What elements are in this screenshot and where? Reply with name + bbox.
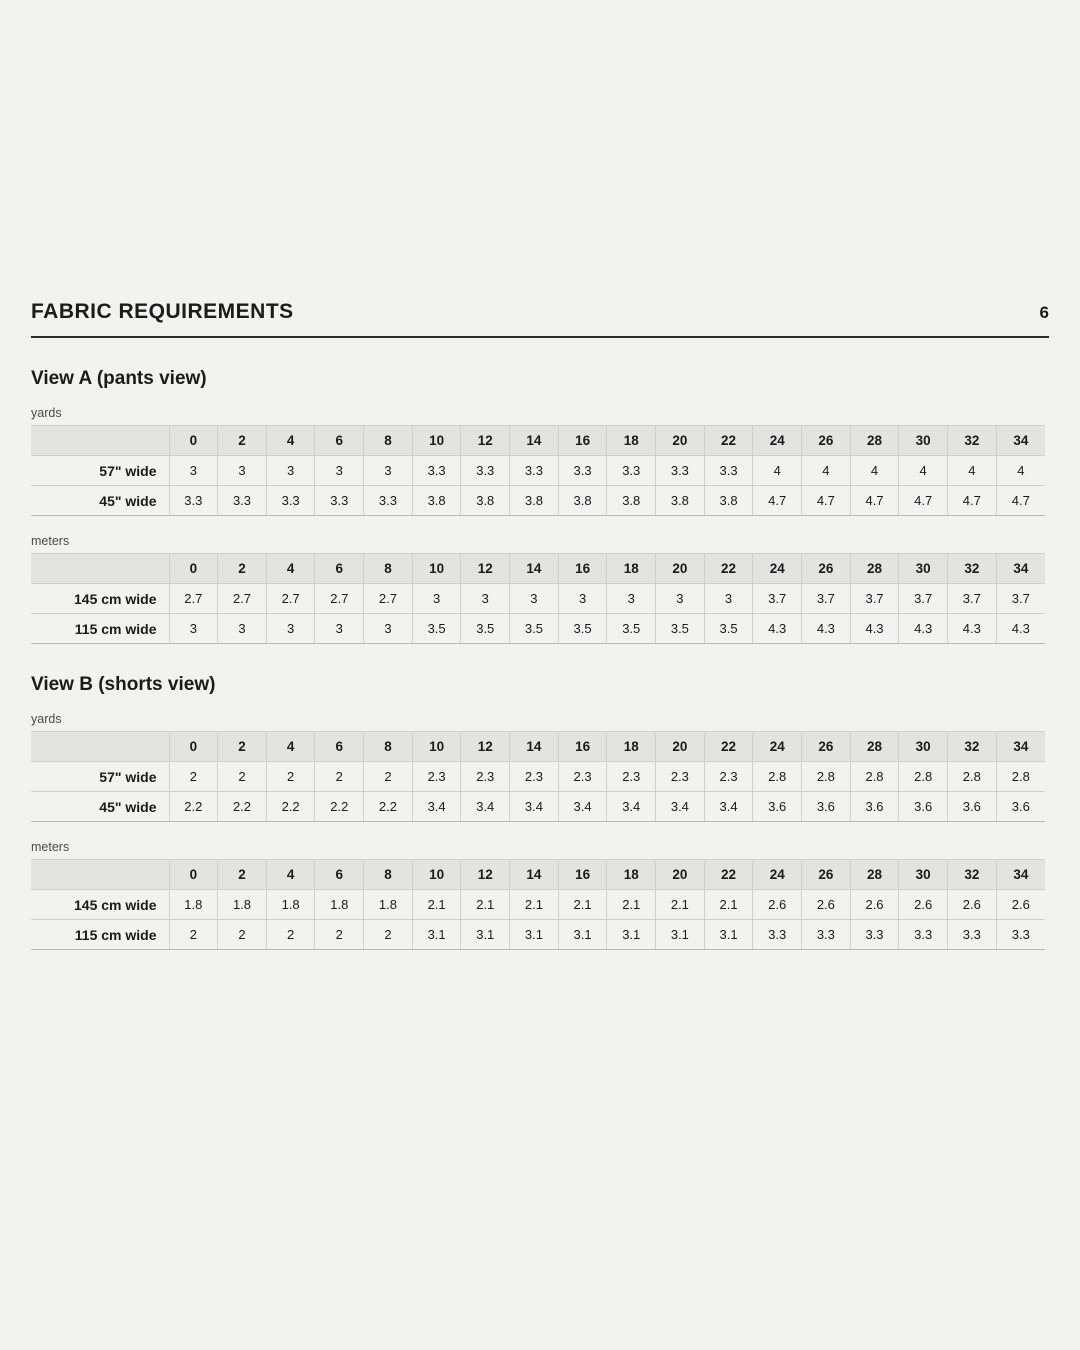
table-row [31,792,1045,822]
fabric-amount-cell: 3.3 [315,486,364,516]
fabric-requirements-table [31,731,1045,822]
size-column-header: 0 [169,860,218,890]
size-column-header: 16 [558,732,607,762]
fabric-amount-cell: 3.4 [656,792,705,822]
fabric-amount-cell: 3.6 [753,792,802,822]
fabric-amount-cell: 2 [364,762,413,792]
page-title: FABRIC REQUIREMENTS [31,300,294,323]
fabric-amount-cell: 3 [218,456,267,486]
fabric-amount-cell: 2.1 [607,890,656,920]
size-column-header: 16 [558,426,607,456]
fabric-amount-cell: 3 [412,584,461,614]
unit-label: yards [31,712,62,726]
size-column-header: 30 [899,426,948,456]
size-column-header: 22 [704,732,753,762]
fabric-amount-cell: 3 [218,614,267,644]
fabric-amount-cell: 2.6 [753,890,802,920]
fabric-amount-cell: 3.1 [510,920,559,950]
fabric-amount-cell: 2.3 [510,762,559,792]
fabric-amount-cell: 3.6 [948,792,997,822]
table-header-row [31,732,1045,762]
fabric-amount-cell: 3.8 [607,486,656,516]
size-column-header: 12 [461,554,510,584]
size-column-header: 8 [364,426,413,456]
size-column-header: 30 [899,732,948,762]
fabric-amount-cell: 3.5 [558,614,607,644]
fabric-amount-cell: 3.1 [412,920,461,950]
fabric-width-label: 145 cm wide [31,890,169,920]
fabric-amount-cell: 2.1 [510,890,559,920]
fabric-amount-cell: 3.4 [704,792,753,822]
fabric-amount-cell: 2.8 [899,762,948,792]
size-column-header: 10 [412,860,461,890]
fabric-amount-cell: 3.7 [850,584,899,614]
fabric-amount-cell: 3.3 [364,486,413,516]
size-column-header: 4 [266,732,315,762]
size-column-header: 0 [169,426,218,456]
size-column-header: 12 [461,860,510,890]
size-column-header: 0 [169,732,218,762]
fabric-amount-cell: 3.3 [607,456,656,486]
fabric-amount-cell: 2.6 [850,890,899,920]
fabric-amount-cell: 3.4 [510,792,559,822]
size-column-header: 4 [266,860,315,890]
fabric-amount-cell: 3 [558,584,607,614]
size-column-header: 2 [218,426,267,456]
size-column-header: 32 [948,732,997,762]
fabric-amount-cell: 2 [169,920,218,950]
fabric-requirements-table [31,425,1045,516]
sections-container [31,368,1049,950]
fabric-amount-cell: 3.5 [656,614,705,644]
page-number: 6 [1039,303,1049,322]
fabric-amount-cell: 3.5 [412,614,461,644]
fabric-amount-cell: 2 [266,762,315,792]
unit-label: meters [31,534,70,548]
size-column-header: 22 [704,554,753,584]
fabric-amount-cell: 4.7 [899,486,948,516]
fabric-amount-cell: 3.3 [461,456,510,486]
section-title: View A (pants view) [31,368,207,389]
fabric-amount-cell: 4.3 [850,614,899,644]
fabric-amount-cell: 2.6 [802,890,851,920]
table-corner-cell [31,426,169,456]
fabric-amount-cell: 2.8 [802,762,851,792]
fabric-amount-cell: 3.4 [558,792,607,822]
size-column-header: 4 [266,554,315,584]
fabric-amount-cell: 3 [169,614,218,644]
size-column-header: 32 [948,554,997,584]
fabric-section [31,368,1049,644]
fabric-width-label: 145 cm wide [31,584,169,614]
size-column-header: 10 [412,554,461,584]
table-row [31,584,1045,614]
fabric-amount-cell: 3.8 [461,486,510,516]
fabric-amount-cell: 3.4 [412,792,461,822]
fabric-amount-cell: 3.6 [850,792,899,822]
table-row [31,486,1045,516]
size-column-header: 2 [218,732,267,762]
size-column-header: 10 [412,426,461,456]
fabric-requirements-table [31,553,1045,644]
size-column-header: 34 [996,554,1045,584]
fabric-section [31,674,1049,950]
fabric-amount-cell: 2.8 [753,762,802,792]
fabric-amount-cell: 1.8 [169,890,218,920]
fabric-amount-cell: 4.3 [996,614,1045,644]
fabric-amount-cell: 3.3 [802,920,851,950]
fabric-amount-cell: 3.3 [656,456,705,486]
size-column-header: 26 [802,732,851,762]
size-column-header: 34 [996,732,1045,762]
fabric-amount-cell: 2.2 [169,792,218,822]
fabric-amount-cell: 4.7 [996,486,1045,516]
fabric-amount-cell: 2.1 [412,890,461,920]
size-column-header: 26 [802,554,851,584]
unit-label: meters [31,840,70,854]
fabric-amount-cell: 4 [850,456,899,486]
size-column-header: 10 [412,732,461,762]
fabric-amount-cell: 2.3 [656,762,705,792]
fabric-amount-cell: 4.3 [802,614,851,644]
fabric-amount-cell: 3.7 [996,584,1045,614]
fabric-amount-cell: 3.3 [169,486,218,516]
fabric-amount-cell: 2 [218,762,267,792]
fabric-amount-cell: 2.3 [558,762,607,792]
fabric-amount-cell: 3.6 [996,792,1045,822]
document-header [31,300,1049,338]
size-column-header: 22 [704,860,753,890]
size-column-header: 14 [510,860,559,890]
table-row [31,614,1045,644]
size-column-header: 24 [753,426,802,456]
size-column-header: 28 [850,426,899,456]
size-column-header: 0 [169,554,218,584]
table-row [31,456,1045,486]
fabric-amount-cell: 4 [802,456,851,486]
fabric-amount-cell: 3 [169,456,218,486]
size-column-header: 6 [315,732,364,762]
fabric-amount-cell: 3 [656,584,705,614]
table-header-row [31,554,1045,584]
size-column-header: 24 [753,554,802,584]
fabric-amount-cell: 2.7 [315,584,364,614]
fabric-amount-cell: 4.7 [850,486,899,516]
size-column-header: 14 [510,554,559,584]
unit-label: yards [31,406,62,420]
fabric-amount-cell: 4 [948,456,997,486]
fabric-amount-cell: 2.7 [364,584,413,614]
fabric-amount-cell: 4.7 [753,486,802,516]
fabric-amount-cell: 3.6 [802,792,851,822]
size-column-header: 18 [607,732,656,762]
fabric-amount-cell: 3.3 [996,920,1045,950]
size-column-header: 14 [510,426,559,456]
size-column-header: 12 [461,426,510,456]
fabric-amount-cell: 3.5 [461,614,510,644]
size-column-header: 8 [364,860,413,890]
table-corner-cell [31,732,169,762]
fabric-amount-cell: 2 [315,762,364,792]
fabric-amount-cell: 1.8 [266,890,315,920]
section-title: View B (shorts view) [31,674,216,695]
fabric-amount-cell: 3.7 [899,584,948,614]
document-page [31,300,1049,950]
size-column-header: 2 [218,860,267,890]
fabric-amount-cell: 3.8 [510,486,559,516]
size-column-header: 30 [899,554,948,584]
fabric-width-label: 115 cm wide [31,614,169,644]
fabric-amount-cell: 3 [364,614,413,644]
fabric-amount-cell: 2.2 [266,792,315,822]
size-column-header: 32 [948,426,997,456]
fabric-amount-cell: 2 [315,920,364,950]
fabric-amount-cell: 3.1 [558,920,607,950]
size-column-header: 26 [802,860,851,890]
fabric-amount-cell: 1.8 [315,890,364,920]
fabric-amount-cell: 3.4 [461,792,510,822]
size-column-header: 18 [607,426,656,456]
size-column-header: 34 [996,426,1045,456]
size-column-header: 2 [218,554,267,584]
size-column-header: 16 [558,860,607,890]
size-column-header: 4 [266,426,315,456]
fabric-amount-cell: 3.3 [948,920,997,950]
fabric-amount-cell: 3.7 [753,584,802,614]
fabric-amount-cell: 2.1 [656,890,705,920]
fabric-amount-cell: 2 [169,762,218,792]
size-column-header: 24 [753,732,802,762]
fabric-amount-cell: 3.1 [461,920,510,950]
size-column-header: 8 [364,732,413,762]
size-column-header: 32 [948,860,997,890]
fabric-amount-cell: 3.5 [704,614,753,644]
size-column-header: 6 [315,554,364,584]
fabric-amount-cell: 4 [899,456,948,486]
fabric-amount-cell: 1.8 [218,890,267,920]
table-header-row [31,860,1045,890]
fabric-amount-cell: 2.7 [218,584,267,614]
fabric-amount-cell: 4.3 [753,614,802,644]
table-row [31,890,1045,920]
size-column-header: 28 [850,732,899,762]
fabric-amount-cell: 1.8 [364,890,413,920]
size-column-header: 6 [315,426,364,456]
fabric-width-label: 45" wide [31,792,169,822]
size-column-header: 20 [656,860,705,890]
fabric-amount-cell: 2 [364,920,413,950]
fabric-amount-cell: 3.3 [753,920,802,950]
size-column-header: 8 [364,554,413,584]
fabric-amount-cell: 2.8 [948,762,997,792]
fabric-amount-cell: 3 [266,456,315,486]
fabric-width-label: 115 cm wide [31,920,169,950]
table-corner-cell [31,860,169,890]
fabric-amount-cell: 4.3 [948,614,997,644]
table-header-row [31,426,1045,456]
table-row [31,920,1045,950]
fabric-amount-cell: 3.3 [850,920,899,950]
fabric-amount-cell: 3.3 [704,456,753,486]
fabric-amount-cell: 3 [607,584,656,614]
fabric-requirements-table [31,859,1045,950]
fabric-amount-cell: 3.3 [412,456,461,486]
fabric-amount-cell: 3.8 [558,486,607,516]
fabric-amount-cell: 3 [510,584,559,614]
fabric-amount-cell: 2.3 [607,762,656,792]
fabric-amount-cell: 2.6 [996,890,1045,920]
fabric-amount-cell: 4.3 [899,614,948,644]
fabric-amount-cell: 3.1 [607,920,656,950]
fabric-amount-cell: 3.5 [510,614,559,644]
fabric-amount-cell: 3 [315,614,364,644]
size-column-header: 28 [850,554,899,584]
fabric-amount-cell: 3.3 [218,486,267,516]
fabric-amount-cell: 3 [266,614,315,644]
fabric-amount-cell: 2.1 [461,890,510,920]
fabric-amount-cell: 3.3 [899,920,948,950]
fabric-amount-cell: 3 [315,456,364,486]
fabric-amount-cell: 4.7 [802,486,851,516]
fabric-amount-cell: 2.3 [412,762,461,792]
size-column-header: 20 [656,554,705,584]
table-corner-cell [31,554,169,584]
size-column-header: 28 [850,860,899,890]
size-column-header: 34 [996,860,1045,890]
size-column-header: 14 [510,732,559,762]
size-column-header: 16 [558,554,607,584]
fabric-amount-cell: 3.7 [948,584,997,614]
fabric-amount-cell: 3 [461,584,510,614]
fabric-amount-cell: 4 [996,456,1045,486]
fabric-amount-cell: 2.3 [461,762,510,792]
fabric-amount-cell: 3.8 [656,486,705,516]
fabric-amount-cell: 3.1 [656,920,705,950]
fabric-amount-cell: 2.8 [996,762,1045,792]
fabric-amount-cell: 2 [266,920,315,950]
fabric-amount-cell: 3.8 [412,486,461,516]
fabric-amount-cell: 2.6 [899,890,948,920]
fabric-amount-cell: 2.6 [948,890,997,920]
fabric-amount-cell: 2.1 [558,890,607,920]
size-column-header: 12 [461,732,510,762]
size-column-header: 30 [899,860,948,890]
fabric-amount-cell: 3.3 [510,456,559,486]
fabric-amount-cell: 3.5 [607,614,656,644]
fabric-amount-cell: 2.1 [704,890,753,920]
size-column-header: 22 [704,426,753,456]
fabric-amount-cell: 3.4 [607,792,656,822]
fabric-amount-cell: 3.8 [704,486,753,516]
fabric-amount-cell: 4.7 [948,486,997,516]
fabric-amount-cell: 3.6 [899,792,948,822]
fabric-amount-cell: 3.7 [802,584,851,614]
fabric-width-label: 45" wide [31,486,169,516]
fabric-amount-cell: 2 [218,920,267,950]
fabric-amount-cell: 3.1 [704,920,753,950]
fabric-amount-cell: 2.8 [850,762,899,792]
fabric-amount-cell: 2.2 [218,792,267,822]
fabric-amount-cell: 4 [753,456,802,486]
fabric-amount-cell: 2.2 [364,792,413,822]
fabric-amount-cell: 3 [364,456,413,486]
size-column-header: 20 [656,732,705,762]
table-row [31,762,1045,792]
fabric-amount-cell: 2.7 [266,584,315,614]
fabric-amount-cell: 2.3 [704,762,753,792]
fabric-amount-cell: 3.3 [266,486,315,516]
size-column-header: 6 [315,860,364,890]
fabric-width-label: 57" wide [31,762,169,792]
size-column-header: 26 [802,426,851,456]
fabric-amount-cell: 3.3 [558,456,607,486]
fabric-amount-cell: 2.7 [169,584,218,614]
fabric-width-label: 57" wide [31,456,169,486]
fabric-amount-cell: 2.2 [315,792,364,822]
size-column-header: 18 [607,860,656,890]
size-column-header: 18 [607,554,656,584]
size-column-header: 20 [656,426,705,456]
fabric-amount-cell: 3 [704,584,753,614]
size-column-header: 24 [753,860,802,890]
